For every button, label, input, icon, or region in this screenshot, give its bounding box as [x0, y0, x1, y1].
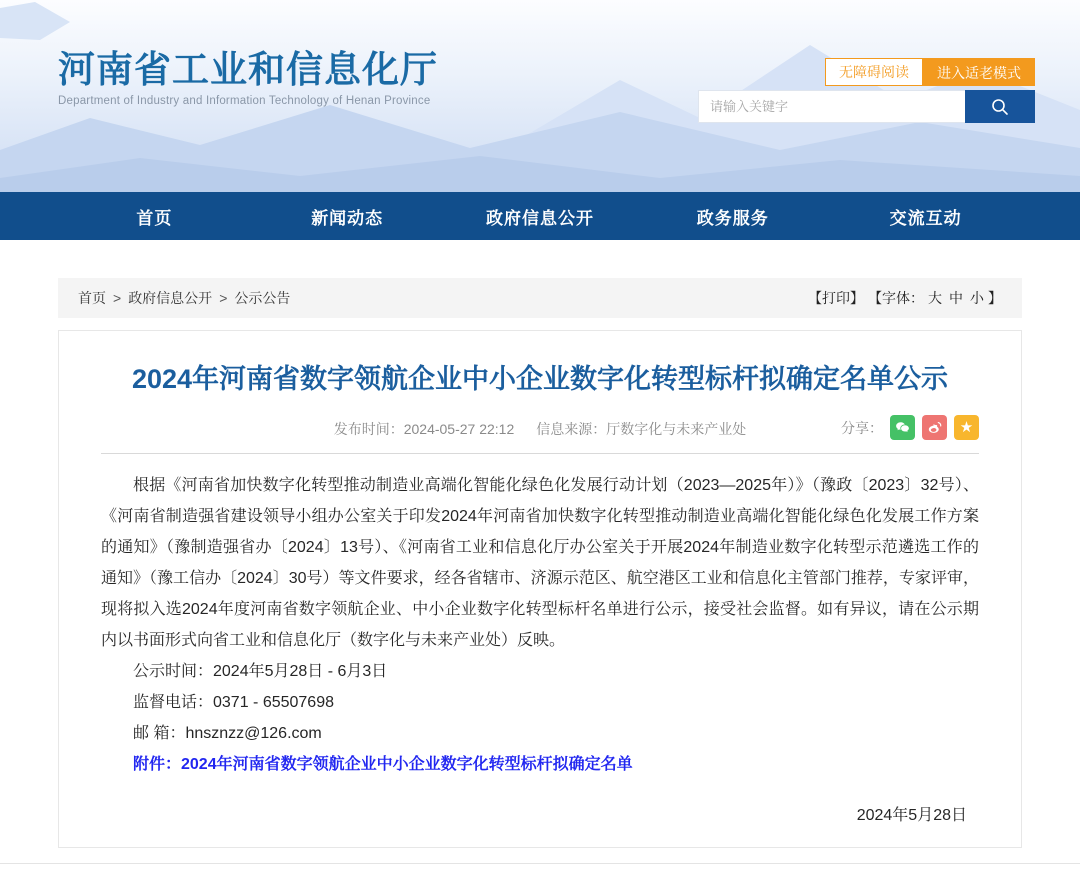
article-title: 2024年河南省数字领航企业中小企业数字化转型标杆拟确定名单公示	[131, 364, 949, 394]
search-input[interactable]	[698, 90, 965, 123]
elder-mode-button[interactable]: 进入适老模式	[923, 58, 1035, 86]
page-tools	[808, 288, 1002, 308]
breadcrumb-announcements: 公示公告	[234, 290, 291, 306]
site-subtitle: Department of Industry and Information Technology of Henan Province	[58, 94, 431, 107]
font-size-medium-button[interactable]: 中	[949, 290, 963, 306]
source-value: 厅数字化与未来产业处	[606, 421, 747, 437]
breadcrumb	[78, 288, 290, 308]
weibo-share-icon[interactable]	[922, 415, 947, 440]
site-search	[698, 90, 1035, 123]
font-size-label-end: 】	[988, 290, 1002, 306]
article-body	[101, 470, 979, 831]
breadcrumb-separator: >	[219, 290, 228, 306]
site-title: 河南省工业和信息化厅	[58, 49, 438, 90]
nav-item-interaction[interactable]: 交流互动	[889, 208, 962, 228]
share-bar	[841, 415, 979, 440]
sign-date: 2024年5月28日	[856, 807, 967, 824]
wechat-share-icon[interactable]	[890, 415, 915, 440]
font-size-large-button[interactable]: 大	[928, 290, 942, 306]
source-label: 信息来源：	[536, 421, 607, 437]
supervision-phone-line: 监督电话：0371 - 65507698	[133, 694, 335, 711]
font-size-small-button[interactable]: 小	[970, 290, 984, 306]
accessibility-reading-button[interactable]: 无障碍阅读	[825, 58, 923, 86]
qzone-share-icon[interactable]	[954, 415, 979, 440]
breadcrumb-bar	[58, 278, 1022, 318]
article-meta	[101, 419, 979, 454]
top-action-buttons	[825, 58, 1035, 86]
email-line: 邮 箱：hnsznzz@126.com	[133, 725, 322, 742]
nav-item-services[interactable]: 政务服务	[696, 208, 769, 228]
nav-item-home[interactable]: 首页	[136, 208, 173, 228]
font-size-label: 【字体：	[868, 290, 924, 306]
article-paragraph: 根据《河南省加快数字化转型推动制造业高端化智能化绿色化发展行动计划（2023—2025年）》（豫政〔2023〕32号）、《河南省制造强省建设领导小组办公室关于印发2024年河南省加快数字化转型推动制造业高端化智能化绿色化发展工作方案的通知》（豫制造强省办〔2024〕13号）、《河南省工业和信息化厅办公室关于开展2024年制造业数字化转型示范遴选工作的通知》（豫工信办〔2024〕30号）等文件要求，经各省辖市、济源示范区、航空港区工业和信息化主管部门推荐，专家评审，现将拟入选2024年度河南省数字领航企业、中小企业数字化转型标杆名单进行公示，接受社会监督。如有异议，请在公示期内以书面形式向省工业和信息化厅（数字化与未来产业处）反映。	[101, 477, 979, 649]
star-icon: ★	[959, 419, 974, 436]
print-button[interactable]: 【打印】	[808, 290, 864, 306]
site-banner	[0, 0, 1080, 192]
breadcrumb-gov-info[interactable]: 政府信息公开	[128, 290, 213, 306]
main-nav	[0, 192, 1080, 240]
nav-item-news[interactable]: 新闻动态	[311, 208, 384, 228]
breadcrumb-home[interactable]: 首页	[78, 290, 106, 306]
publish-time-label: 发布时间：	[333, 421, 404, 437]
site-logo	[58, 50, 438, 107]
publish-time-value: 2024-05-27 22:12	[403, 421, 515, 437]
search-icon	[990, 97, 1010, 117]
attachment-link[interactable]: 附件：2024年河南省数字领航企业中小企业数字化转型标杆拟确定名单	[133, 756, 633, 773]
publicity-period-line: 公示时间：2024年5月28日 - 6月3日	[133, 663, 388, 680]
share-label: 分享：	[841, 419, 883, 436]
page-bottom-divider	[0, 863, 1080, 864]
article-container	[58, 330, 1022, 848]
nav-item-gov-info[interactable]: 政府信息公开	[485, 208, 594, 228]
breadcrumb-separator: >	[113, 290, 122, 306]
search-button[interactable]	[965, 90, 1035, 123]
